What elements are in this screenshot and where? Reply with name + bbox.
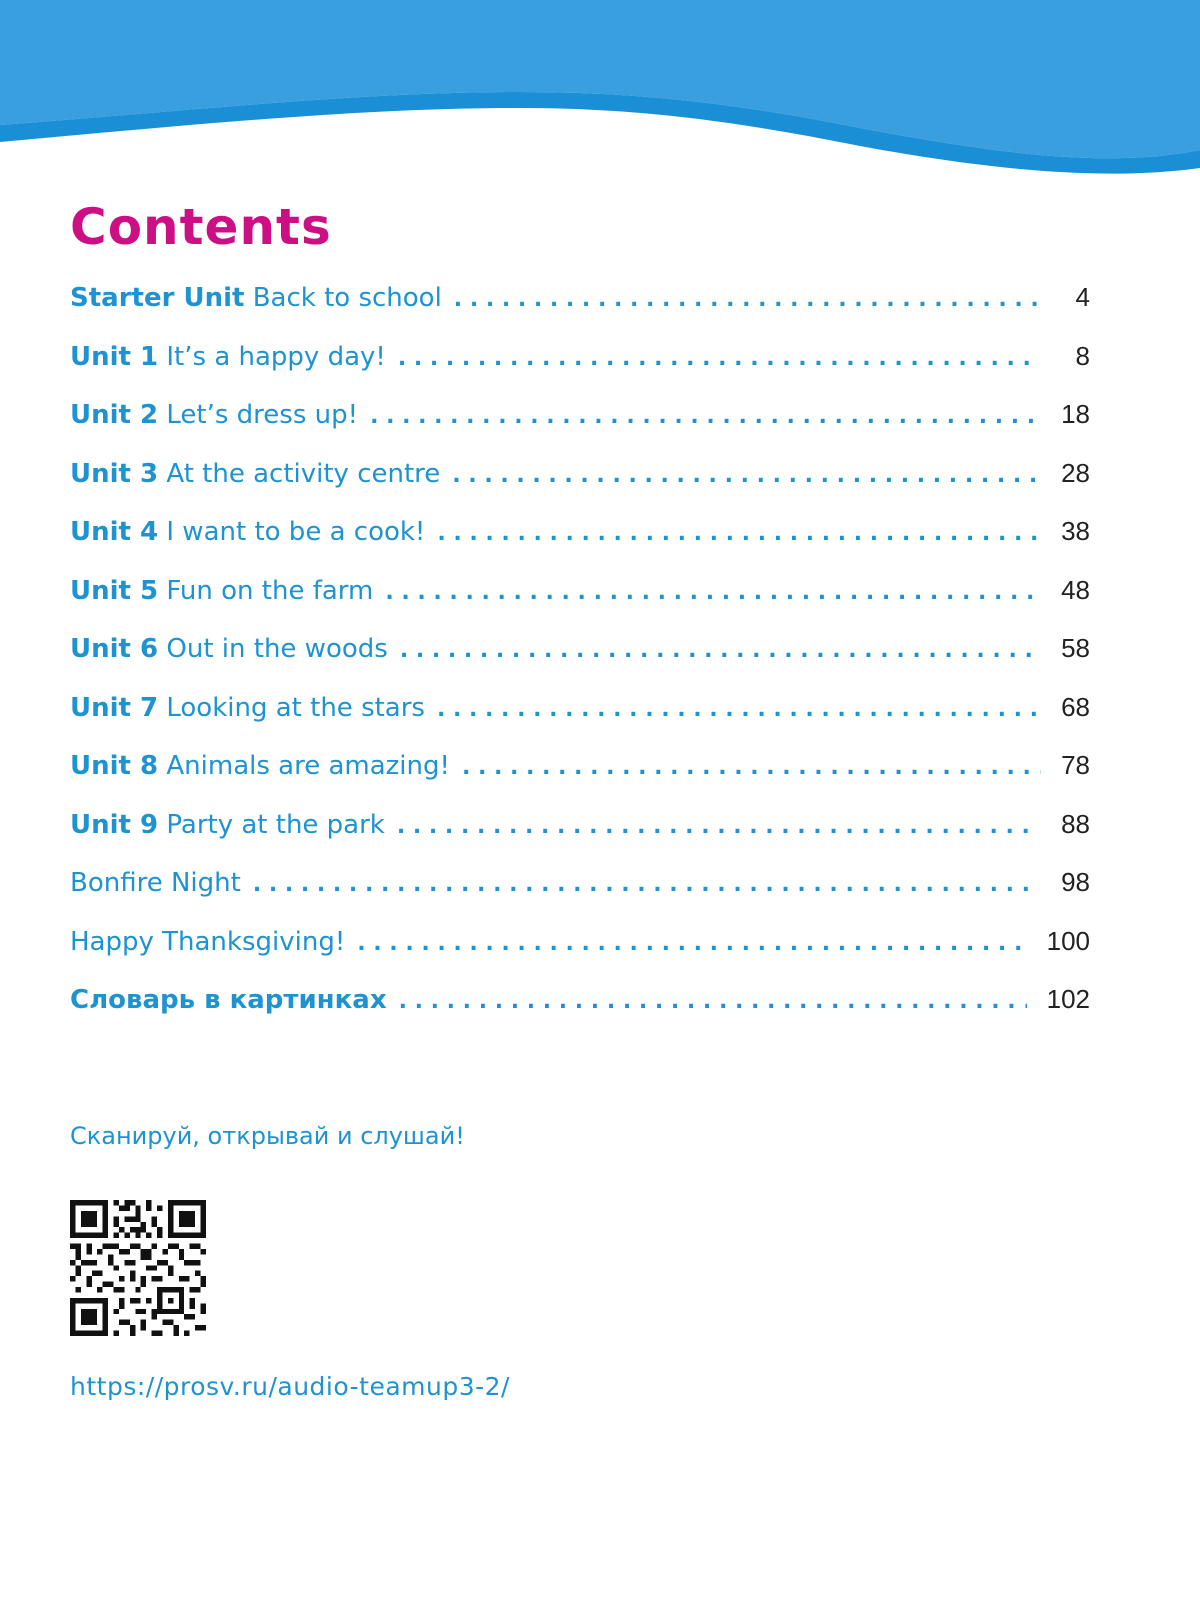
toc-title: At the activity centre bbox=[166, 458, 441, 489]
toc-page-number: 68 bbox=[1061, 691, 1090, 722]
dot-leader bbox=[462, 755, 1041, 780]
dot-leader bbox=[454, 287, 1042, 312]
toc-title: Animals are amazing! bbox=[166, 751, 450, 781]
dot-leader bbox=[437, 697, 1041, 722]
toc-row[interactable] bbox=[70, 809, 1090, 868]
header-wave-light bbox=[0, 0, 1200, 158]
toc-title: Bonfire Night bbox=[70, 868, 241, 898]
toc-label bbox=[70, 459, 440, 489]
toc-title: Looking at the stars bbox=[166, 692, 425, 723]
toc-row[interactable] bbox=[70, 575, 1090, 634]
audio-url-link[interactable]: https://prosv.ru/audio-teamup3-2/ bbox=[70, 1372, 510, 1401]
toc-page-number: 100 bbox=[1046, 925, 1090, 956]
toc-title: I want to be a cook! bbox=[166, 517, 426, 547]
toc-row[interactable] bbox=[70, 633, 1090, 692]
toc-title: Happy Thanksgiving! bbox=[70, 926, 346, 957]
page-title: Contents bbox=[70, 198, 332, 256]
toc-row[interactable] bbox=[70, 692, 1090, 751]
toc-page-number: 58 bbox=[1061, 633, 1090, 663]
toc-page-number: 28 bbox=[1061, 457, 1090, 488]
toc-page-number: 102 bbox=[1046, 984, 1090, 1014]
dot-leader bbox=[385, 580, 1038, 605]
table-of-contents bbox=[70, 282, 1090, 1043]
toc-prefix: Unit 5 bbox=[70, 575, 159, 606]
toc-prefix: Unit 2 bbox=[70, 400, 159, 430]
toc-title: It’s a happy day! bbox=[166, 341, 386, 372]
dot-leader bbox=[452, 463, 1041, 488]
toc-label bbox=[70, 342, 386, 372]
toc-prefix: Unit 4 bbox=[70, 517, 159, 547]
toc-label bbox=[70, 283, 442, 313]
toc-page-number: 48 bbox=[1061, 574, 1090, 605]
audio-prompt: Сканируй, открывай и слушай! bbox=[70, 1122, 465, 1150]
toc-title: Let’s dress up! bbox=[166, 400, 359, 430]
dot-leader bbox=[398, 346, 1039, 371]
toc-row[interactable] bbox=[70, 282, 1090, 341]
toc-label bbox=[70, 927, 345, 957]
toc-page-number: 8 bbox=[1075, 340, 1090, 371]
dot-leader bbox=[400, 638, 1039, 663]
toc-label bbox=[70, 517, 425, 547]
toc-label bbox=[70, 693, 425, 723]
toc-prefix: Unit 7 bbox=[70, 692, 159, 723]
header-wave bbox=[0, 0, 1200, 190]
toc-label bbox=[70, 576, 373, 606]
toc-title: Party at the park bbox=[166, 809, 385, 840]
toc-prefix: Unit 9 bbox=[70, 809, 159, 840]
toc-row[interactable] bbox=[70, 984, 1090, 1043]
toc-page-number: 18 bbox=[1061, 399, 1090, 429]
toc-page-number: 98 bbox=[1061, 867, 1090, 897]
toc-label bbox=[70, 634, 388, 664]
toc-prefix: Starter Unit bbox=[70, 283, 245, 313]
toc-label bbox=[70, 400, 358, 430]
toc-title: Out in the woods bbox=[166, 634, 388, 664]
toc-label bbox=[70, 810, 385, 840]
qr-code-icon[interactable] bbox=[70, 1200, 206, 1336]
toc-title: Back to school bbox=[252, 283, 442, 313]
toc-page-number: 78 bbox=[1061, 750, 1090, 780]
toc-row[interactable] bbox=[70, 341, 1090, 400]
dot-leader bbox=[357, 931, 1026, 956]
toc-prefix: Unit 3 bbox=[70, 458, 159, 489]
dot-leader bbox=[370, 404, 1037, 429]
toc-page-number: 38 bbox=[1061, 516, 1090, 546]
toc-prefix: Словарь в картинках bbox=[70, 985, 387, 1015]
toc-label bbox=[70, 751, 450, 781]
toc-row[interactable] bbox=[70, 750, 1090, 809]
toc-page-number: 88 bbox=[1061, 808, 1090, 839]
toc-prefix: Unit 8 bbox=[70, 751, 159, 781]
toc-prefix: Unit 6 bbox=[70, 634, 159, 664]
toc-label bbox=[70, 868, 241, 898]
dot-leader bbox=[437, 521, 1040, 546]
toc-prefix: Unit 1 bbox=[70, 341, 159, 372]
toc-row[interactable] bbox=[70, 516, 1090, 575]
dot-leader bbox=[399, 989, 1027, 1014]
toc-title: Fun on the farm bbox=[166, 575, 374, 606]
toc-row[interactable] bbox=[70, 926, 1090, 985]
toc-row[interactable] bbox=[70, 399, 1090, 458]
dot-leader bbox=[253, 872, 1032, 897]
toc-row[interactable] bbox=[70, 867, 1090, 926]
dot-leader bbox=[397, 814, 1039, 839]
toc-page-number: 4 bbox=[1075, 282, 1090, 312]
toc-label bbox=[70, 985, 387, 1015]
toc-row[interactable] bbox=[70, 458, 1090, 517]
